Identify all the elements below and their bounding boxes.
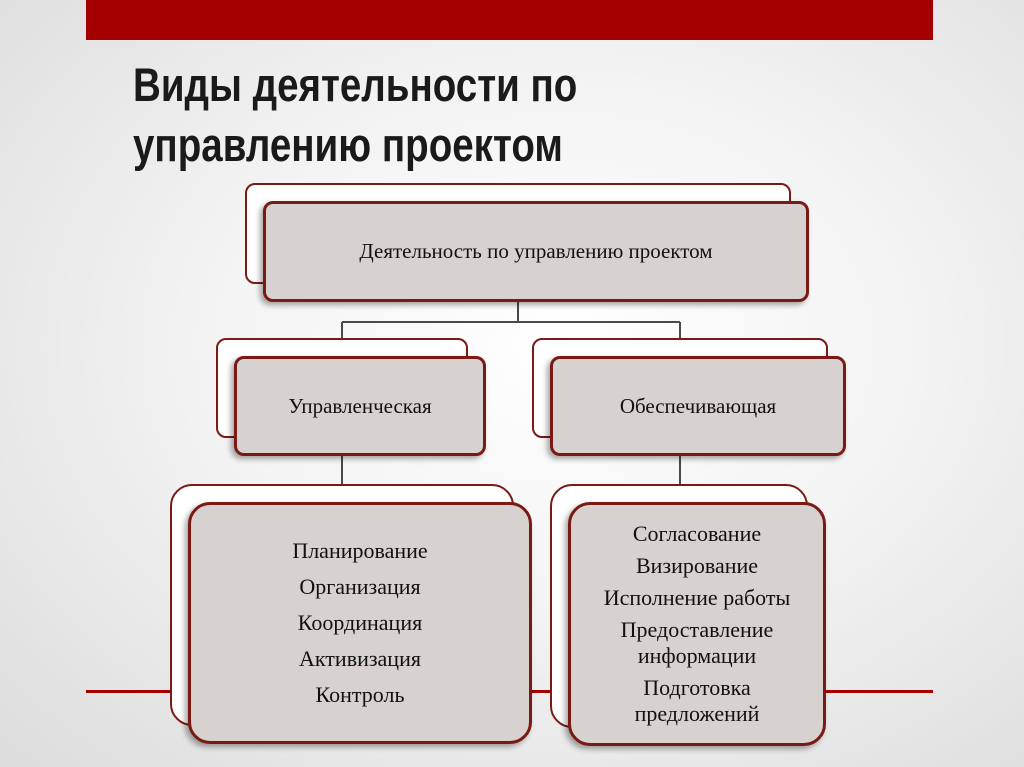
leaf-list-1 bbox=[188, 502, 532, 744]
leaf-item: Подготовка предложений bbox=[634, 675, 760, 726]
root-node bbox=[263, 201, 809, 302]
leaf-item: Визирование bbox=[635, 553, 759, 578]
branch-node-1-label: Управленческая bbox=[288, 393, 432, 418]
leaf-item: Планирование bbox=[292, 538, 428, 563]
branch-node-2-label: Обеспечивающая bbox=[619, 393, 777, 418]
leaf-item: Организация bbox=[299, 574, 421, 599]
branch-node-1 bbox=[234, 356, 486, 456]
branch-node-2 bbox=[550, 356, 846, 456]
leaf-item: Согласование bbox=[632, 521, 762, 546]
slide-title-line-2: управлению проектом bbox=[133, 118, 563, 171]
leaf-item: Активизация bbox=[299, 646, 421, 671]
leaf-item: Предоставление информации bbox=[620, 617, 774, 668]
leaf-item: Исполнение работы bbox=[603, 585, 791, 610]
leaf-list-2 bbox=[568, 502, 826, 746]
leaf-item: Контроль bbox=[315, 682, 405, 707]
leaf-item: Координация bbox=[297, 610, 423, 635]
root-node-label: Деятельность по управлению проектом bbox=[359, 239, 713, 263]
slide-title-line-1: Виды деятельности по bbox=[133, 58, 578, 111]
